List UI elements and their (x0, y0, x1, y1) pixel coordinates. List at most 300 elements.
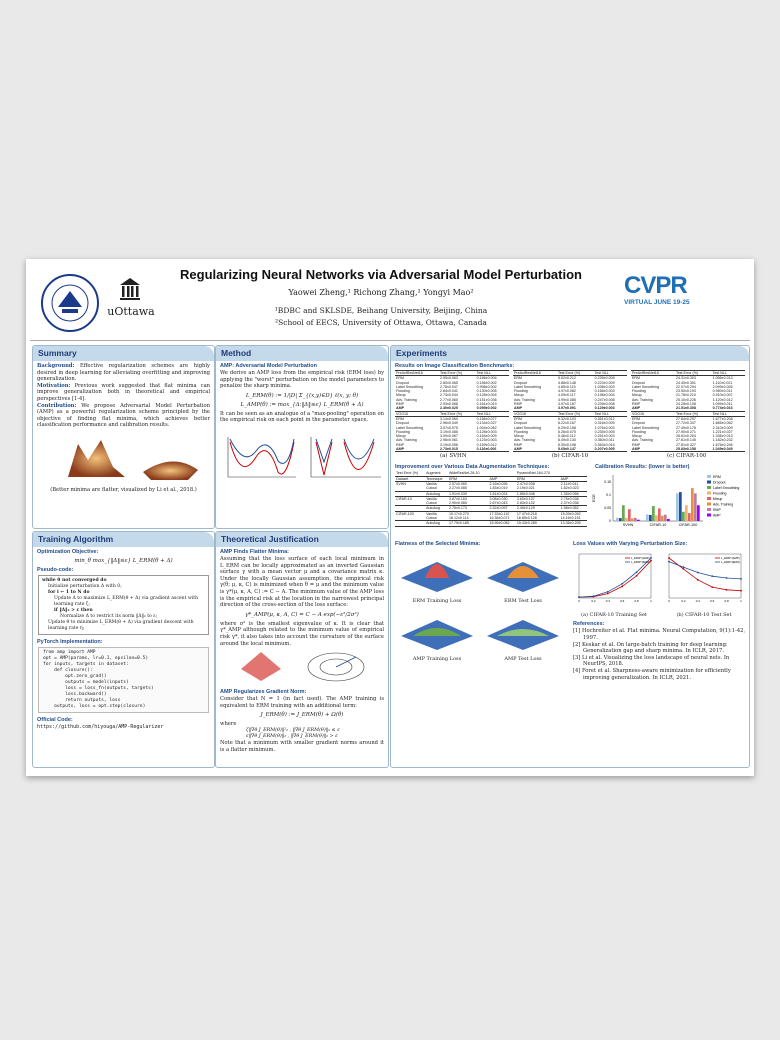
table-cell: 24.28±0.108 (675, 402, 696, 407)
table-cell: 27.90±0.271 (675, 429, 696, 434)
table-cell: 6.22±0.167 (557, 421, 576, 426)
table-cell: PyramidNet-164-270 (516, 471, 551, 476)
table-cell: AMP (489, 476, 516, 481)
table-cell: 5.02±0.212 (557, 376, 576, 381)
table-cell: 2.78±0.047 (439, 384, 458, 389)
legend-label: L_ERM^{AMP} (631, 556, 650, 561)
contribution-text: We propose Adversarial Model Perturbation (AMP) as a powerful regularization scheme principled by the objective of finding flat minima, which achieves better classification performance and calibration results. (37, 402, 210, 429)
table-cell: 25.83±0.158 (675, 447, 712, 452)
table-cell: 3.19±0.085 (439, 429, 458, 434)
bar (616, 518, 619, 521)
table-cell: Dropout (514, 421, 527, 426)
bar (688, 513, 691, 521)
x-tick-label: 1 (650, 599, 652, 604)
table-cell: 3.87±0.163 (448, 496, 467, 501)
table-cell: 19.17±0.270 (448, 511, 469, 516)
y-tick-label: 0.05 (604, 506, 611, 511)
poster (26, 259, 754, 776)
flatness-loss-row (391, 539, 749, 681)
maxpool-figure (216, 427, 388, 487)
affiliation-1: ¹BDBC and SKLSDE, Beihang University, Beijing, China (274, 306, 488, 315)
table-cell: RMP (514, 402, 522, 407)
affiliation-2: ²School of EECS, University of Ottawa, Ottawa, Canada (275, 318, 487, 327)
table-cell: RMP (632, 442, 640, 447)
flat-caption-3: AMP Training Loss (412, 656, 462, 663)
table-cell: 0.360±0.011 (594, 438, 615, 443)
table-cell: 0.247±0.008 (594, 397, 615, 402)
data-point (726, 589, 728, 591)
table-cell: 4.86±0.148 (557, 380, 576, 385)
table-cell: Augment (426, 471, 441, 476)
table-cell: 0.910±0.007 (712, 393, 733, 398)
table-cell: 22.07±0.294 (675, 384, 696, 389)
theory-paragraph-3: Consider that N = 1 (in fact used). The AMP training is equivalent to ERM training with an additional term: (220, 696, 384, 709)
table-cell: 6.30±0.198 (557, 442, 576, 447)
y-tick-label: 0.15 (604, 480, 611, 485)
pseudo-line-1: while θ not converged do (42, 578, 107, 583)
table-cell: Test NLL (712, 411, 745, 416)
table-cell: 0.161±0.019 (476, 402, 497, 407)
data-point (683, 567, 685, 569)
bar (667, 519, 670, 521)
table-cell: 1.665±0.062 (712, 421, 733, 426)
table-cell: 4.85±0.115 (557, 384, 576, 389)
table-cell: 1.677±0.208 (712, 416, 733, 421)
flatness-grid (395, 548, 565, 662)
omega-case-1: ζ‖∇θ J_ERM(θ)‖²₂ , ‖∇θ J_ERM(θ)‖₂ ≤ ε (246, 727, 340, 733)
table-cell: 6.32±0.193 (557, 416, 576, 421)
table-cell: VGG16 (395, 411, 439, 416)
table-cell: 21.78±0.210 (675, 393, 696, 398)
table-cell: Label Smoothing (514, 384, 541, 389)
table-cell: 0.251±0.003 (594, 434, 615, 439)
table-cell: 0.239±0.009 (594, 376, 615, 381)
table-cell: 3.14±0.060 (439, 416, 458, 421)
table-cell: WideResNet-28-10 (448, 471, 480, 476)
loss-landscape-figure (33, 432, 214, 487)
method-heading: Method (216, 346, 388, 361)
x-tick-label: 0.2 (681, 599, 686, 604)
erm-test-surface (481, 548, 565, 604)
table-cell: VGG16 (631, 411, 675, 416)
theory-subheading-2: AMP Regularizes Gradient Norm: (220, 689, 307, 696)
caption-cifar100: (c) CIFAR-100 (667, 453, 707, 460)
legend-swatch (707, 503, 711, 506)
table-cell: Label Smoothing (396, 384, 423, 389)
table-cell: Flooding (514, 429, 528, 434)
x-tick-label: 0.6 (710, 599, 715, 604)
table-cell: AMP (560, 476, 587, 481)
theory-paragraph-1: Assuming that the loss surface of each local minimum in L_ERM can be locally approximated as an inverted Gaussian surface γ with a mean vector μ and a covariance matrix κ. Under the locally Gaussian assumption, the empirical risk γ(θ; μ, κ, C) is minimized when θ = μ and the minimum value is γ*(μ, κ, A, C) := C − A. The minimum value of the AMP loss is the empirical risk at the location in the narrowest principal direction of the cross-section of the loss surface: (220, 556, 384, 609)
summary-background (37, 363, 210, 383)
series-line (579, 561, 651, 597)
theory-subheading-1: AMP Finds Flatter Minima: (220, 549, 289, 555)
pseudo-label: Pseudo-code: (37, 567, 74, 573)
table-cell: 17.47±0.218 (516, 511, 537, 516)
experiments-section (390, 345, 750, 768)
official-code-link[interactable]: https://github.com/hiyouga/AMP-Regularizer (37, 724, 164, 730)
flat-caption-4: AMP Test Loss (504, 656, 542, 663)
data-point (636, 575, 638, 577)
table-cell: 0.166±0.004 (476, 376, 497, 381)
table-cell: 16.85±0.128 (516, 516, 537, 521)
data-point (578, 597, 580, 599)
table-cell: ERM (632, 416, 640, 421)
table-cell: Label Smoothing (632, 425, 659, 430)
affiliations (206, 305, 556, 329)
table-cell: 0.223±0.009 (594, 380, 615, 385)
bar (682, 512, 685, 521)
table-cell: 24.31±0.303 (675, 376, 696, 381)
table-row (513, 447, 627, 452)
table-cell: 2.57±0.060 (448, 481, 467, 486)
x-tick-label: 1 (740, 599, 742, 604)
summary-caption: (Better minima are flatter, visualized by Li et al., 2018.) (50, 486, 197, 493)
erm-train-surface (395, 548, 479, 604)
table-cell: 2.90±0.065 (448, 501, 467, 506)
table-cell: 0.235±0.005 (594, 429, 615, 434)
table-cell: Test Error (%) (675, 411, 712, 416)
table-cell: 1.98±0.052 (560, 506, 587, 511)
training-section (32, 531, 215, 768)
table-cell: 0.361±0.012 (594, 416, 615, 421)
legend-label: L_ERM^{ERM} (721, 560, 740, 565)
amp-test-surface (481, 606, 565, 662)
table-cell: 1.182±0.232 (712, 438, 733, 443)
table-cell: 0.156±0.002 (476, 380, 497, 385)
loss-block (569, 539, 749, 681)
flat-caption-2: ERM Test Loss (504, 598, 542, 605)
table-cell: 1.221±0.027 (712, 429, 733, 434)
table-cell: ERM (396, 376, 404, 381)
erm-equation: L_ERM(θ) := 1/|D| Σ_{(x,y)∈D} ℓ(x, y; θ) (245, 392, 359, 399)
x-tick-label: 0.6 (620, 599, 625, 604)
table-cell: 0.363±0.016 (594, 442, 615, 447)
pseudo-line-5: if ‖Δ‖₂ > ε then (54, 608, 93, 613)
legend-swatch (707, 475, 711, 478)
table-cell: 2.96±0.049 (439, 421, 458, 426)
table-cell: RMP (396, 402, 404, 407)
pseudo-line-4: Update Δ to maximize L_ERM(θ + Δ) via gradient ascent with learning rate ζ; (54, 596, 199, 607)
table-cell: RMP (632, 402, 640, 407)
data-point (593, 596, 595, 598)
experiments-heading: Experiments (391, 346, 749, 361)
cvpr-wordmark: CVPR (624, 272, 687, 299)
pytorch-label: PyTorch Implementation: (37, 639, 103, 645)
data-point (668, 557, 670, 559)
table-cell: 0.774±0.016 (712, 406, 745, 411)
authors: Yaowei Zheng,¹ Richong Zhang,¹ Yongyi Mao² (288, 288, 474, 297)
table-cell: 23.50±0.193 (675, 389, 696, 394)
table-cell: 1.120±0.012 (712, 397, 733, 402)
theory-heading: Theoretical Justification (216, 532, 388, 547)
table-cell: 2.11±0.041 (560, 481, 579, 486)
summary-contribution (37, 403, 210, 429)
table-cell: 0.128±0.003 (476, 429, 497, 434)
table-cell: Dataset (395, 476, 425, 481)
table-cell: 2.93±0.068 (439, 402, 458, 407)
augment-block (391, 462, 591, 537)
table-cell: RMP (514, 442, 522, 447)
bar (634, 518, 637, 521)
table-cell: 1.038±0.003 (594, 384, 615, 389)
references-label: References: (573, 621, 605, 628)
table-cell: AutoAug (425, 506, 448, 511)
table-cell: Flooding (396, 429, 410, 434)
legend-swatch (707, 492, 711, 495)
table-cell: Label Smoothing (632, 384, 659, 389)
motivation-label: Motivation: (37, 382, 71, 389)
table-cell: 1.056±0.013 (712, 376, 733, 381)
table-cell: Test NLL (712, 371, 745, 376)
table-cell: 17.79±0.185 (448, 521, 489, 526)
pseudo-line-2: Initialize perturbation Δ with 0; (48, 584, 122, 589)
data-point (607, 591, 609, 593)
table-cell: Dropout (632, 380, 645, 385)
table-cell: 0.116±0.006 (476, 447, 509, 452)
x-tick-label: 0.8 (724, 599, 729, 604)
table-cell: 27.84±0.297 (675, 416, 696, 421)
table-cell: Flooding (632, 389, 646, 394)
table-cell: 2.95±0.063 (439, 376, 458, 381)
table-cell: Test NLL (476, 371, 509, 376)
table-cell: 0.198±0.004 (594, 393, 615, 398)
augment-data-table (395, 471, 587, 526)
data-point (711, 587, 713, 589)
data-point (740, 578, 742, 580)
table-cell: 2.19±0.021 (516, 486, 535, 491)
bar (685, 506, 688, 522)
loss-chart-train (569, 548, 657, 608)
x-tick-label: SVHN (622, 523, 634, 528)
table-cell: 2.76±0.173 (448, 506, 489, 511)
bar (625, 518, 628, 521)
benchmark-tables (395, 370, 745, 452)
table-cell: 1.336±0.013 (712, 434, 733, 439)
series-line (669, 562, 741, 579)
y-tick-label: 0 (609, 519, 611, 524)
legend-label: Adv. Training (713, 502, 734, 507)
table-cell: Test Error (%) (439, 371, 476, 376)
table-cell: 0.998±0.002 (476, 384, 497, 389)
poster-title: Regularizing Neural Networks via Adversarial Model Perturbation (180, 267, 582, 282)
reference-2: [2] Keskar et al. On large-batch training for deep learning: Generalization gap and sharp minima. In ICLR, 2017. (573, 641, 728, 655)
table-cell: Cutout (426, 486, 437, 491)
table-cell: AMP (395, 406, 439, 411)
table-cell: 1.85±0.046 (516, 491, 560, 496)
table-cell: 27.81±0.327 (675, 442, 696, 447)
x-tick-label: 0 (578, 599, 580, 604)
table-cell: 2.37±0.038 (560, 501, 579, 506)
table-row (395, 521, 587, 526)
table-cell: ERM (514, 376, 522, 381)
caption-cifar10: (b) CIFAR-10 (551, 453, 589, 460)
bar (622, 506, 625, 522)
table-cell: Flooding (514, 389, 528, 394)
data-point (636, 572, 638, 574)
summary-heading: Summary (33, 346, 214, 361)
legend-label: ERM (713, 475, 721, 480)
table-cell: Test Error (%) (439, 411, 476, 416)
cvpr-dates: VIRTUAL JUNE 19-25 (624, 299, 690, 306)
table-cell: 26.61±0.254 (675, 434, 696, 439)
augment-calibration-row (391, 462, 749, 537)
data-point (621, 583, 623, 585)
table-cell: Dropout (396, 380, 409, 385)
bar (646, 515, 649, 522)
y-tick-label: 0.1 (606, 493, 611, 498)
amp-train-surface (395, 606, 479, 662)
augment-table (395, 471, 587, 526)
table-cell: 4.09±0.117 (557, 393, 576, 398)
table-cell: Dropout (514, 380, 527, 385)
table-cell: 24.40±0.351 (675, 380, 696, 385)
pseudo-line-3: for i ← 1 to N do (48, 590, 90, 595)
table-cell: 2.67±0.043 (489, 501, 508, 506)
loss-chart-test (659, 548, 747, 608)
table-cell: Label Smoothing (514, 425, 541, 430)
table-cell: 5.65±0.147 (557, 447, 594, 452)
cvpr-logo (624, 273, 739, 306)
table-cell: 4.99±0.085 (557, 397, 576, 402)
legend-swatch (707, 508, 711, 511)
benchmark-table-2 (513, 370, 627, 452)
background-text: Effective regularization schemes are highly desired in deep learning for alleviating overfitting and improving generalization. (37, 363, 210, 383)
legend-swatch (707, 497, 711, 500)
table-cell: Adv. Training (396, 438, 417, 443)
table-cell: AMP (395, 447, 439, 452)
table-cell: 14.16±0.151 (560, 516, 581, 521)
summary-motivation (37, 383, 210, 403)
legend-label: AMP (713, 513, 721, 518)
theory-section (215, 531, 389, 768)
reference-3: [3] Li et al. Visualizing the loss landscape of neural nets. In NeurIPS, 2018. (573, 654, 730, 668)
table-cell: 0.129±0.003 (594, 406, 627, 411)
objective-equation: min_θ max_{‖Δ‖≤ε} L_ERM(θ + Δ) (74, 558, 173, 564)
legend-label: Mixup (713, 497, 723, 502)
table-cell: 0.123±0.003 (476, 438, 497, 443)
table-cell: Cutout (426, 516, 437, 521)
table-cell: 16.36±0.071 (489, 516, 510, 521)
benchmark-table-3 (631, 370, 745, 452)
table-cell: 1.049±0.049 (712, 447, 745, 452)
bar (694, 494, 697, 522)
table-cell: 0.159±0.012 (476, 442, 497, 447)
table-cell: AMP (513, 406, 557, 411)
table-cell: 6.26±0.075 (557, 429, 576, 434)
legend-label: L_ERM^{ERM} (631, 560, 650, 565)
flatness-label: Flatness of the Selected Minima: (395, 541, 481, 548)
table-cell: 27.72±0.337 (675, 421, 696, 426)
table-cell: 15.09±0.092 (560, 511, 581, 516)
table-cell: 17.33±0.110 (489, 511, 510, 516)
table-cell: 0.239±0.008 (594, 402, 615, 407)
table-cell: Adv. Training (632, 438, 653, 443)
legend-swatch (707, 514, 711, 517)
table-cell: RMP (396, 442, 404, 447)
table-cell: 21.51±0.308 (675, 406, 712, 411)
bar (637, 520, 640, 521)
table-cell: PreActResNet18 (513, 371, 557, 376)
bar (658, 509, 661, 522)
table-cell: 2.47±0.036 (516, 481, 535, 486)
table-cell: 2.310±0.009 (712, 425, 733, 430)
bar (691, 488, 694, 521)
table-cell: 1.82±0.023 (560, 486, 579, 491)
table-cell: Adv. Training (514, 438, 535, 443)
table-cell: 0.316±0.009 (594, 421, 615, 426)
table-cell: Label Smoothing (396, 425, 423, 430)
reference-1: [1] Hochreiter et al. Flat minima. Neural Computation, 9(1):1-42, 1997. (573, 628, 746, 641)
table-cell: CIFAR-100 (396, 511, 414, 516)
legend-swatch (707, 481, 711, 484)
table-cell: 2.96±0.061 (439, 438, 458, 443)
table-cell: 2.80±0.065 (439, 380, 458, 385)
table-cell: 15.43±0.289 (516, 521, 560, 526)
bar (676, 494, 679, 522)
table-cell: 13.36±0.205 (560, 521, 587, 526)
loss-caption-1: (a) CIFAR-10 Training Set (581, 612, 647, 619)
table-cell: 2.099±0.005 (712, 384, 733, 389)
calibration-chart (591, 471, 741, 533)
legend-label: Label Smoothing (713, 486, 740, 491)
table-cell: 4.97±0.082 (557, 389, 576, 394)
loss-label: Loss Values with Varying Perturbation Size: (573, 541, 688, 548)
table-cell: Test Error (%) (675, 371, 712, 376)
theory-paragraph-4: Note that a minimum with smaller gradient norms around it is a flatter minimum. (220, 739, 384, 753)
table-cell: ERM (396, 416, 404, 421)
bar (697, 506, 700, 522)
bar (619, 518, 622, 521)
data-point (697, 579, 699, 581)
table-cell: 3.07±0.075 (439, 425, 458, 430)
header-rule (30, 340, 750, 341)
data-point (711, 576, 713, 578)
table-cell: 6.29±0.158 (557, 425, 576, 430)
flat-caption-1: ERM Training Loss (412, 598, 462, 605)
benchmark-captions (395, 453, 745, 459)
objective-label: Optimization Objective: (37, 549, 99, 555)
loss-chart-train-wrap (569, 548, 659, 618)
pseudo-line-6: Normalize Δ to restrict its norm ‖Δ‖₂ to ε; (60, 614, 158, 619)
table-cell: ERM (516, 476, 560, 481)
table-cell (395, 521, 425, 526)
bar (631, 519, 634, 522)
table-cell: 2.77±0.060 (439, 397, 458, 402)
table-cell: 3.19±0.056 (439, 442, 458, 447)
method-paragraph-2: It can be seen as an analogue of a "max-pooling" operation on the empirical risk on each point in the parameter space. (220, 410, 384, 424)
x-tick-label: CIFAR-100 (678, 523, 698, 528)
table-cell: Test NLL (594, 411, 627, 416)
table-cell: Dropout (396, 421, 409, 426)
table-cell: 0.207±0.005 (594, 447, 627, 452)
table-cell: 0.166±0.077 (476, 416, 497, 421)
table-cell: 0.128±0.004 (476, 393, 497, 398)
data-point (621, 586, 623, 588)
bar (661, 516, 664, 521)
calibration-block (591, 462, 749, 537)
gaussian-figure (216, 647, 388, 687)
loss-chart-test-wrap (659, 548, 749, 618)
table-cell: PreActResNet18 (395, 371, 439, 376)
data-point (740, 590, 742, 592)
table-cell: 3.08±0.030 (489, 496, 508, 501)
table-cell: Adv. Training (514, 397, 535, 402)
bar (652, 506, 655, 521)
table-cell: 0.166±0.003 (594, 389, 615, 394)
x-tick-label: 0 (668, 599, 670, 604)
uottawa-wordmark: uOttawa (107, 305, 155, 318)
